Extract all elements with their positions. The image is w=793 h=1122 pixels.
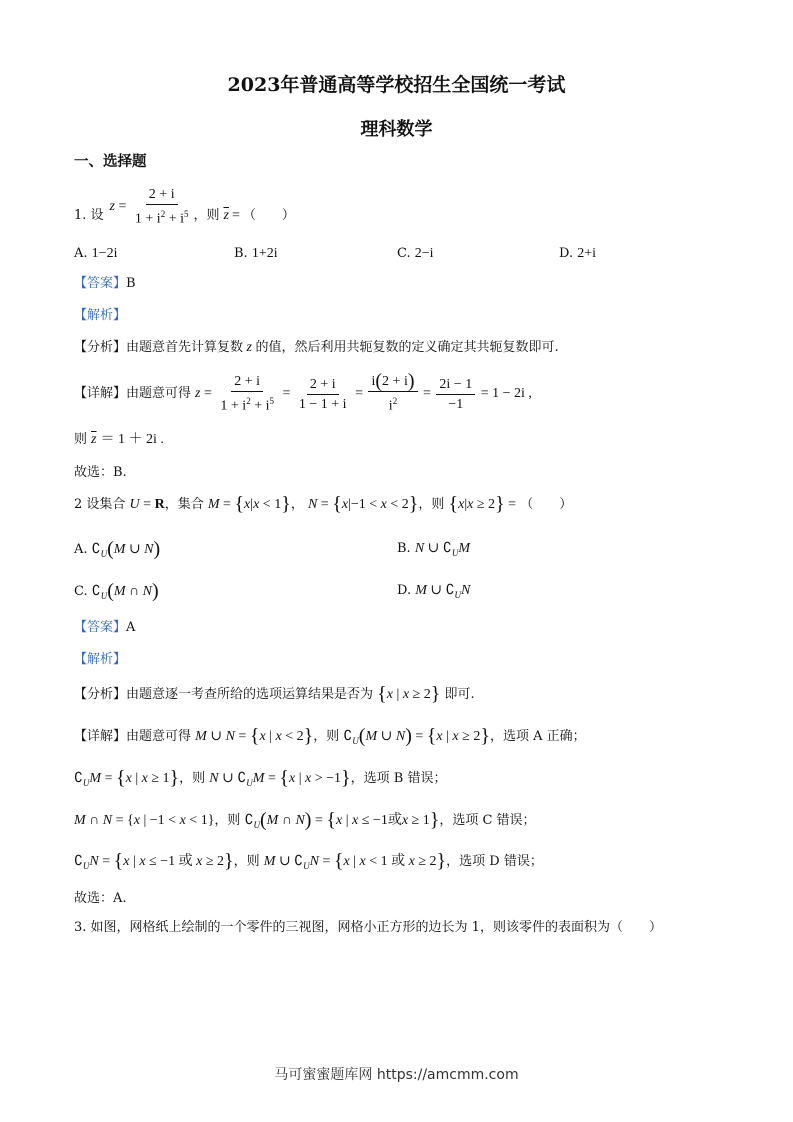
q2-xiangjie-line2: $∁_UM = \{x$ | x ≥ 1}，则 N ∪ $∁_UM = \{x$ | x > −1}，选项 B 错误； xyxy=(74,767,447,789)
footer-watermark: 马可蜜蜜题库网 https://amcmm.com xyxy=(274,1067,519,1083)
page-subtitle: 理科数学 xyxy=(360,119,433,140)
section-heading: 一、选择题 xyxy=(74,153,147,170)
q2-option-c: C. $∁_U(M$ ∩ N) xyxy=(74,580,159,602)
q1-xiangjie: 【详解】 由题意可得 z = $\frac{2 + i}{1 + i^2 + i^5}$ = $\frac{2 + i}{1 - 1 + i}$ = $\frac{i(2 + i)}{i^2}$ = $\frac{2i - 1}{-1}$ = 1 − 2i , xyxy=(74,370,532,414)
q2-xiangjie-line1: 【详解】由题意可得 M ∪ N = {x | x < 2}，则 $∁_U(M$ ∪ N) = {x | x ≥ 2}，选项 A 正确； xyxy=(74,725,586,747)
q1-analysis-tag: 【解析】 xyxy=(74,308,127,323)
q2-choose: 故选：A. xyxy=(74,891,127,906)
q1-choose: 故选：B. xyxy=(74,465,127,480)
question-2: 2 设集合 U = R，集合 M = {x|x < 1}， N = {x|−1 < x < 2}，则 {x|x ≥ 2} = （ ） xyxy=(74,493,573,515)
question-1 xyxy=(74,186,295,228)
q1-option-b: B. 1+2i xyxy=(234,246,278,261)
q2-answer: 【答案】A xyxy=(74,620,136,635)
q1-eq: = xyxy=(231,208,240,223)
page-title: 2023年普通高等学校招生全国统一考试 xyxy=(227,74,566,96)
q1-prefix: 1. 设 xyxy=(74,208,104,223)
q1-answer: 【答案】B xyxy=(74,276,136,291)
q2-option-b: B. N ∪ $∁_UM$ xyxy=(397,541,470,558)
q2-analysis-tag: 【解析】 xyxy=(74,652,127,667)
question-3: 3. 如图，网格纸上绘制的一个零件的三视图，网格小正方形的边长为 1，则该零件的表面积为（ ） xyxy=(74,920,662,935)
q1-option-d: D. 2+i xyxy=(559,246,597,261)
q1-option-c: C. 2−i xyxy=(397,246,434,261)
q1-then: 则 $\overline{z} = 1 + 2i$ . xyxy=(74,432,164,447)
q1-zbar: $\overline{z}$ xyxy=(223,208,229,223)
q2-fenxi: 【分析】由题意逐一考查所给的选项运算结果是否为 {x | x ≥ 2} 即可. xyxy=(74,683,475,705)
q1-blank: （ ） xyxy=(242,208,295,223)
q1-fenxi: 【分析】由题意首先计算复数 z 的值，然后利用共轭复数的定义确定其共轭复数即可. xyxy=(74,340,559,355)
q1-suffix: ，则 xyxy=(193,208,220,223)
q2-option-a: A. $∁_U(M$ ∪ N) xyxy=(74,538,161,560)
q2-xiangjie-line4: $∁_UN = \{x$ | x ≤ −1 或 x ≥ 2}，则 M ∪ $∁_UN = \{x$ | x < 1 或 x ≥ 2}，选项 D 错误； xyxy=(74,850,543,872)
q2-xiangjie-line3: M ∩ N = {x | −1 < x < 1}，则 $∁_U(M$ ∩ N) = {x | x ≤ −1或x ≥ 1}，选项 C 错误； xyxy=(74,809,536,831)
q1-formula: z = $\frac{2 + i}{1 + i^2 + i^5}$ xyxy=(109,187,189,227)
q1-option-a: A. 1−2i xyxy=(74,246,118,261)
q2-option-d: D. M ∪ $∁_UN$ xyxy=(397,583,471,600)
